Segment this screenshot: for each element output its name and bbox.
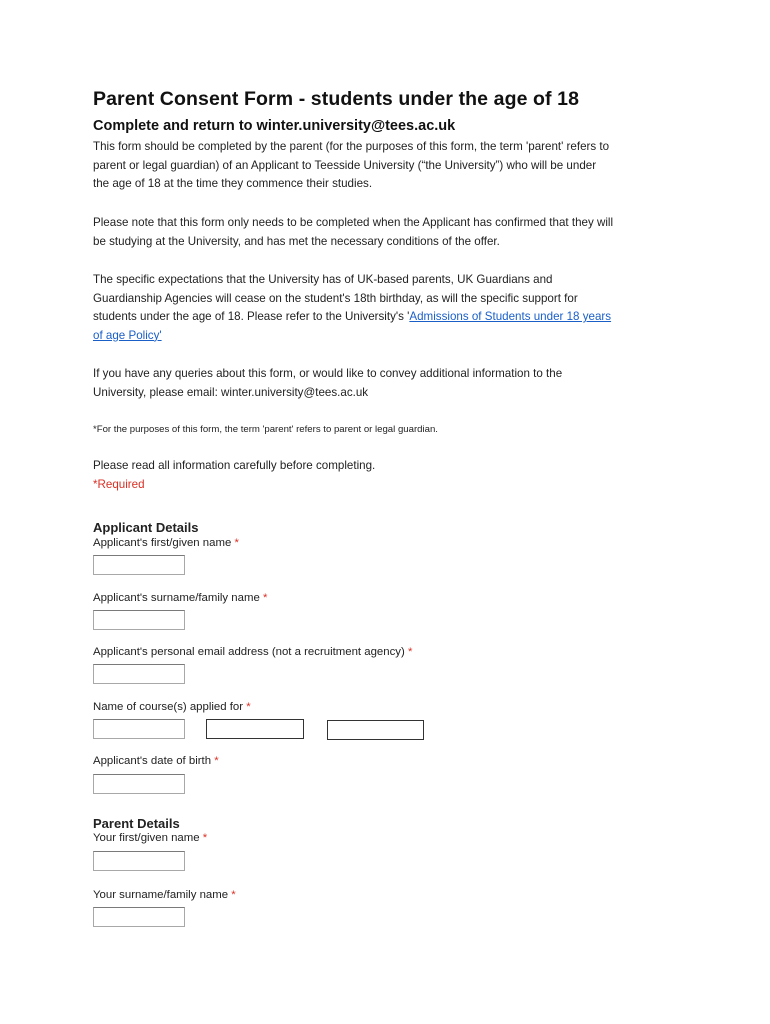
applicant-dob-input[interactable]	[93, 774, 185, 794]
label-text: Your first/given name	[93, 832, 203, 844]
intro-paragraph-1	[93, 138, 609, 194]
course-input-3[interactable]	[327, 720, 424, 740]
intro-paragraph-3-line: The specific expectations that the University has of UK-based parents, UK Guardians and	[93, 273, 553, 286]
applicant-dob-label	[93, 755, 219, 767]
policy-link[interactable]: Admissions of Students under 18 years	[409, 310, 612, 324]
course-label	[93, 701, 251, 713]
applicant-email-input[interactable]	[93, 664, 185, 684]
form-subtitle: Complete and return to winter.university@tees.ac.uk	[93, 118, 456, 134]
read-note: Please read all information carefully before completing.	[93, 459, 376, 472]
parent-surname-input[interactable]	[93, 907, 185, 927]
intro-paragraph-3-line: Guardianship Agencies will cease on the student's 18th birthday, as will the specific support for	[93, 291, 578, 305]
intro-paragraph-4-line: University, please email: winter.university@tees.ac.uk	[93, 385, 369, 399]
required-note: *Required	[93, 478, 145, 491]
required-asterisk: *	[262, 592, 268, 604]
intro-paragraph-2	[93, 214, 613, 251]
intro-paragraph-2-line: be studying at the University, and has met the necessary conditions of the offer.	[93, 234, 500, 248]
applicant-email-label	[93, 646, 412, 658]
intro-paragraph-2-line: Please note that this form only needs to be completed when the Applicant has confirmed that they will	[93, 216, 614, 229]
parent-details-heading: Parent Details	[93, 816, 180, 831]
label-text: Applicant's personal email address (not a recruitment agency)	[93, 646, 408, 658]
intro-paragraph-1-line: This form should be completed by the parent (for the purposes of this form, the term 'parent' refers to	[93, 140, 610, 153]
form-title: Parent Consent Form - students under the age of 18	[93, 88, 580, 110]
intro-paragraph-1-line: parent or legal guardian) of an Applicant to Teesside University (“the University”) who will be under	[93, 158, 597, 172]
label-text: Applicant's first/given name	[93, 537, 235, 549]
label-text: Applicant's surname/family name	[93, 592, 263, 604]
course-input-2[interactable]	[206, 719, 304, 739]
label-text: Your surname/family name	[93, 889, 232, 901]
parent-footnote: *For the purposes of this form, the term 'parent' refers to parent or legal guardian.	[93, 424, 438, 435]
intro-paragraph-3-line	[93, 327, 611, 346]
policy-link-continued[interactable]: of age Policy'	[93, 328, 162, 342]
required-asterisk: *	[214, 755, 219, 767]
required-asterisk: *	[246, 701, 251, 713]
required-asterisk: *	[202, 832, 208, 844]
parent-surname-label	[93, 889, 236, 901]
applicant-surname-label	[93, 592, 267, 604]
required-asterisk: *	[407, 646, 413, 658]
parent-first-name-label	[93, 832, 207, 844]
intro-paragraph-3-line	[93, 308, 611, 327]
applicant-first-name-label	[93, 537, 239, 549]
policy-reference-text: students under the age of 18. Please refer to the University's '	[93, 310, 410, 324]
label-text: Applicant's date of birth	[93, 755, 215, 767]
label-text: Name of course(s) applied for	[93, 701, 247, 713]
intro-paragraph-3	[93, 271, 611, 345]
applicant-first-name-input[interactable]	[93, 555, 185, 575]
applicant-details-heading: Applicant Details	[93, 520, 199, 535]
applicant-surname-input[interactable]	[93, 610, 185, 630]
intro-paragraph-4-line: If you have any queries about this form, or would like to convey additional information to the	[93, 367, 563, 380]
intro-paragraph-4	[93, 365, 562, 402]
intro-paragraph-1-line: the age of 18 at the time they commence their studies.	[93, 177, 373, 191]
required-asterisk: *	[234, 537, 239, 549]
parent-first-name-input[interactable]	[93, 851, 185, 871]
course-input-1[interactable]	[93, 719, 185, 739]
required-asterisk: *	[231, 889, 236, 901]
